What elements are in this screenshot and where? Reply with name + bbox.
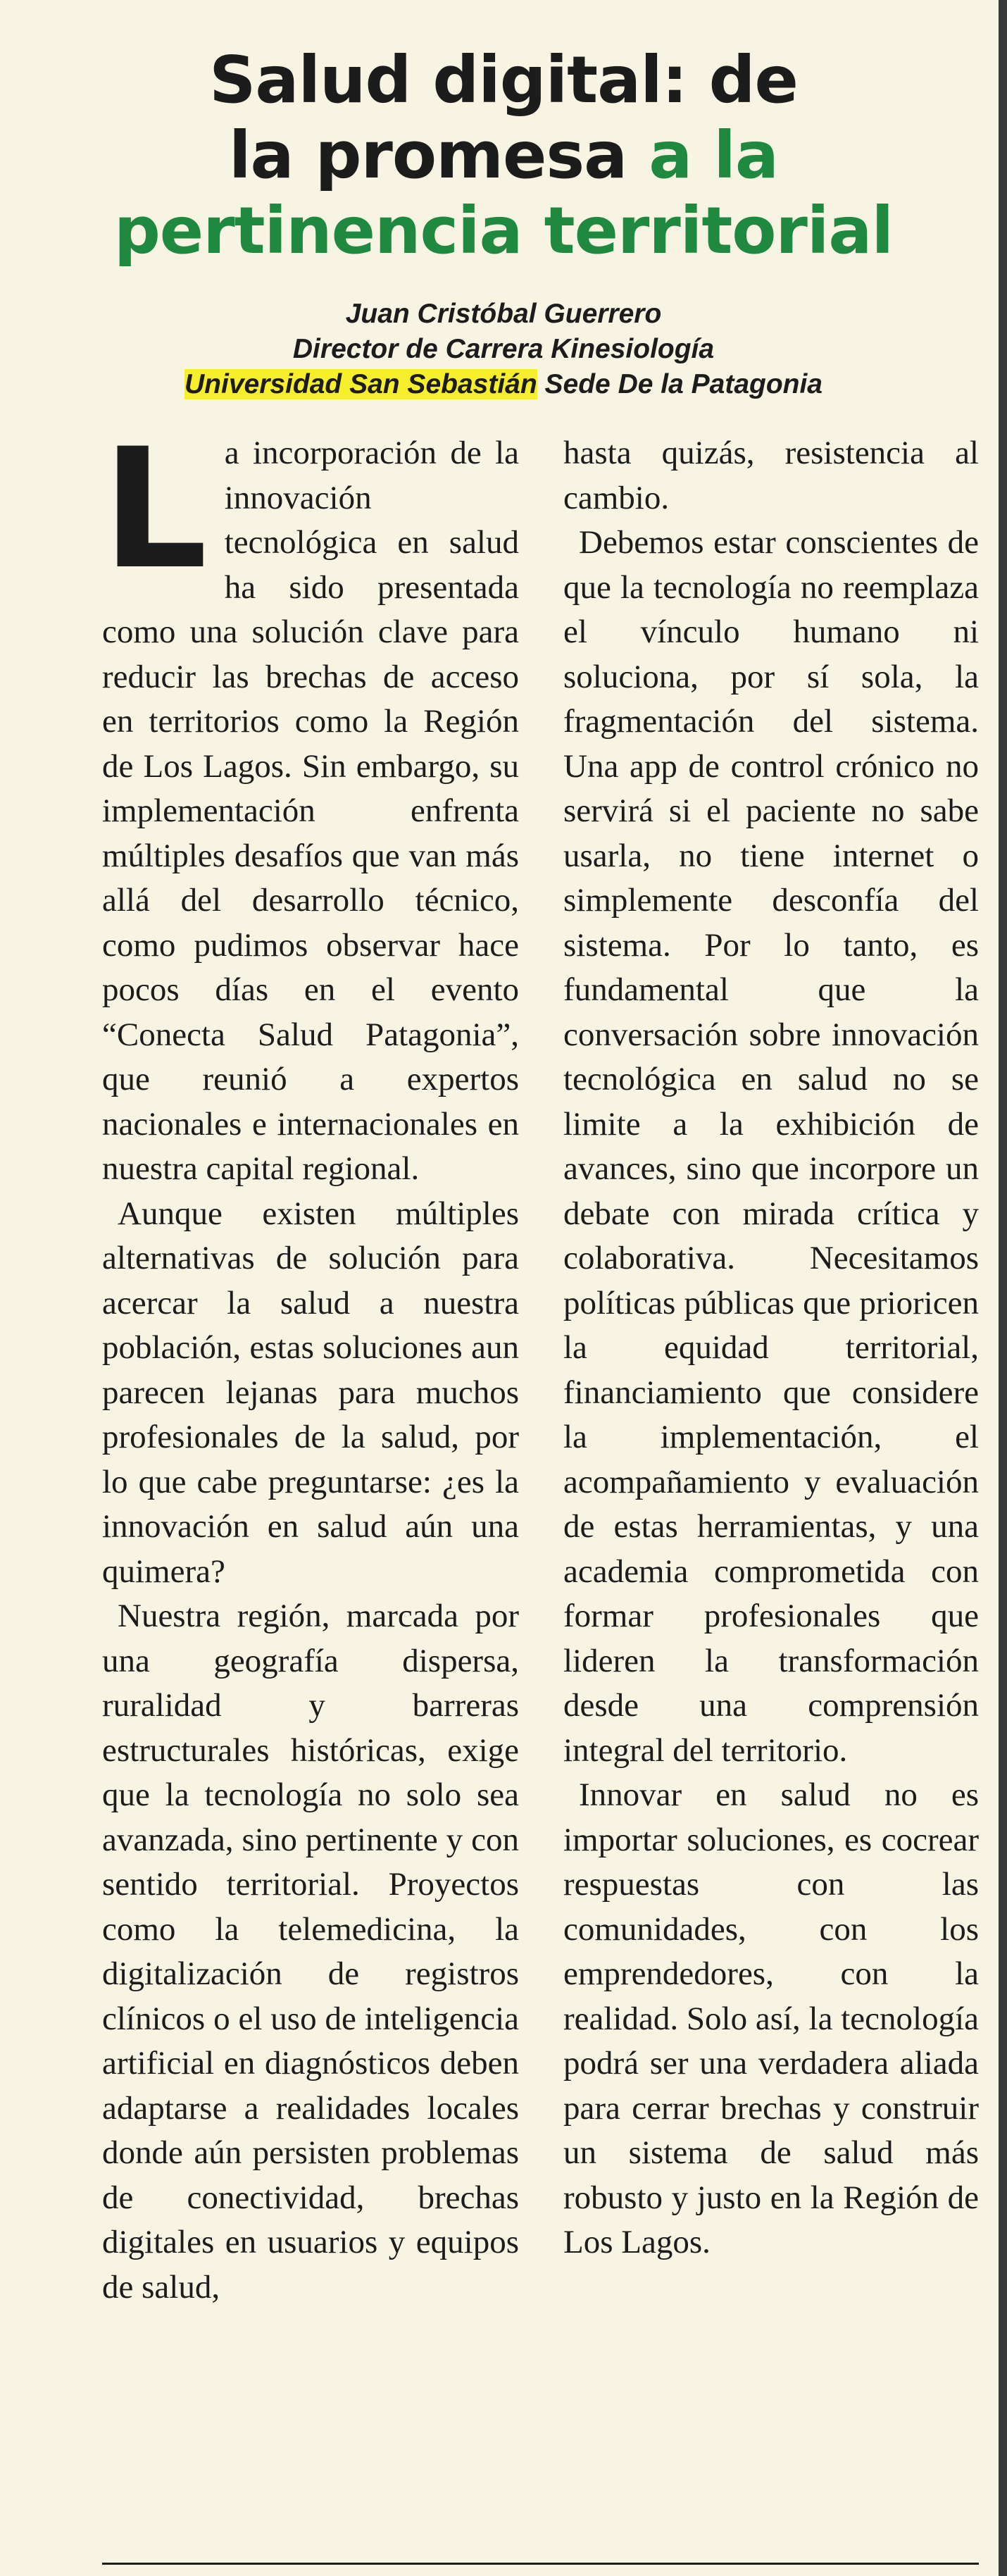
title-line-2-dark: la promesa <box>229 118 649 193</box>
left-paragraph-1-text: a incorporación de la innovación tecnológica en salud ha sido presentada como una solución clave para reducir las brechas de acceso en territorios como la Región de Los Lagos. Sin embargo, su implementación enfrenta múltiples desafíos que van más allá del desarrollo técnico, como pudimos observar hace pocos días en el evento “Conecta Salud Patagonia”, que reunió a expertos nacionales e internacionales en nuestra capital regional. <box>102 435 519 1187</box>
article-title <box>0 42 1007 268</box>
affiliation-rest: Sede De la Patagonia <box>537 369 823 399</box>
right-column <box>563 431 979 2265</box>
left-column <box>102 413 519 2310</box>
author-role: Director de Carrera Kinesiología <box>292 334 715 364</box>
title-line-2-accent: a la <box>649 118 778 193</box>
drop-cap: L <box>102 413 208 606</box>
affiliation-highlight: Universidad San Sebastián <box>184 369 537 399</box>
byline <box>0 297 1007 402</box>
left-paragraph-1 <box>102 413 519 1192</box>
right-paragraph-1: hasta quizás, resistencia al cambio. <box>563 435 979 516</box>
bottom-rule <box>102 2563 979 2565</box>
right-paragraph-2: Debemos estar conscientes de que la tecnología no reemplaza el vínculo humano ni soluciona, por sí sola, la fragmentación del sistema. Una app de control crónico no servirá si el paciente no sabe usarla, no tiene internet o simplemente desconfía del sistema. Por lo tanto, es fundamental que la conversación sobre innovación tecnológica en salud no se limite a la exhibición de avances, sino que incorpore un debate con mirada crítica y colaborativa. Necesitamos políticas públicas que prioricen la equidad territorial, financiamiento que considere la implementación, el acompañamiento y evaluación de estas herramientas, y una academia comprometida con formar profesionales que lideren la transformación desde una comprensión integral del territorio. <box>563 524 979 1769</box>
left-paragraph-3: Nuestra región, marcada por una geografía dispersa, ruralidad y barreras estructurales históricas, exige que la tecnología no solo sea avanzada, sino pertinente y con sentido territorial. Proyectos como la telemedicina, la digitalización de registros clínicos o el uso de inteligencia artificial en diagnósticos deben adaptarse a realidades locales donde aún persisten problemas de conectividad, brechas digitales en usuarios y equipos de salud, <box>102 1598 519 2306</box>
title-line-3: pertinencia territorial <box>113 193 894 268</box>
author-affiliation <box>0 367 1007 402</box>
left-paragraph-2: Aunque existen múltiples alternativas de solución para acercar la salud a nuestra población, estas soluciones aun parecen lejanas para muchos profesionales de la salud, por lo que cabe preguntarse: ¿es la innovación en salud aún una quimera? <box>102 1195 519 1590</box>
title-line-1: Salud digital: de <box>209 42 798 118</box>
author-name: Juan Cristóbal Guerrero <box>345 299 662 329</box>
article-header <box>0 42 1007 402</box>
right-paragraph-3: Innovar en salud no es importar soluciones, es cocrear respuestas con las comunidades, con los emprendedores, con la realidad. Solo así, la tecnología podrá ser una verdadera aliada para cerrar brechas y construir un sistema de salud más robusto y justo en la Región de Los Lagos. <box>563 1777 979 2260</box>
